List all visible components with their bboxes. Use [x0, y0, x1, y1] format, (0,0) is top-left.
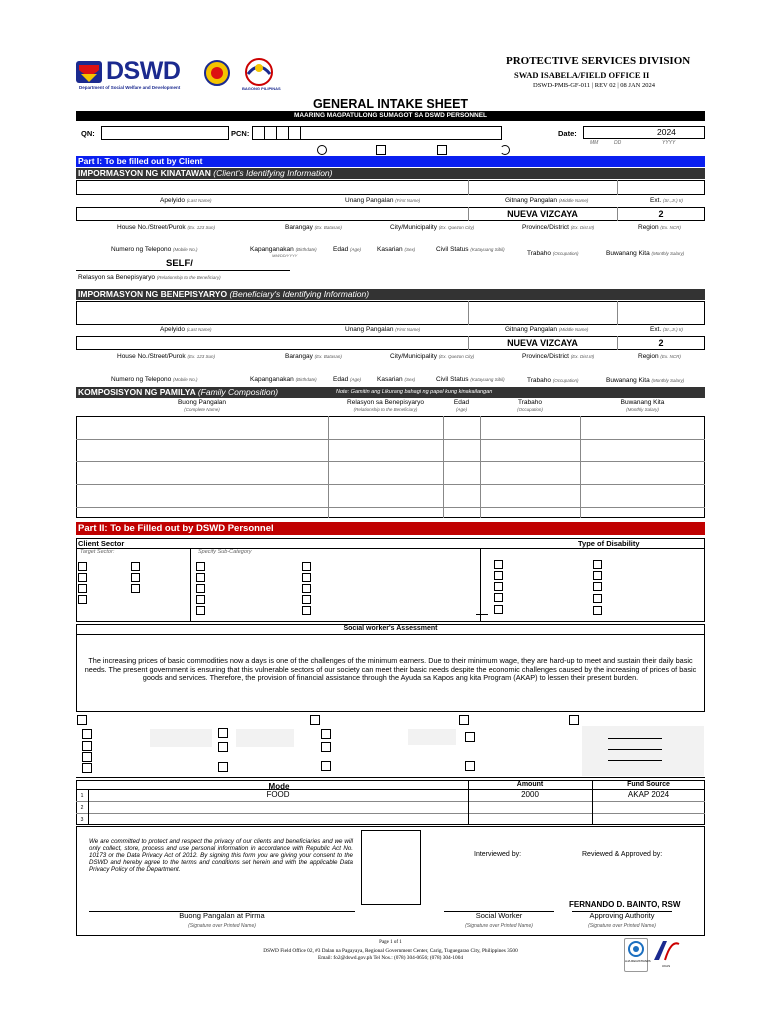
family-header [76, 387, 705, 398]
sector-cb-7[interactable] [131, 584, 140, 593]
subcat-cb-5[interactable] [196, 606, 205, 615]
family-col-age: Edad (Age) [453, 399, 470, 412]
assist-cb-12[interactable] [321, 761, 331, 771]
office-name: SWAD ISABELA/FIELD OFFICE II [514, 70, 650, 80]
date-label: Date: [558, 129, 577, 138]
privacy-notice: We are committed to protect and respect the privacy of our clients and beneficiaries and we will only collect, store, process and use personal information in accordance with Republic Act No. 10173 or the Data Privacy Act of 2012. By signing this form you are giving your consent to the DSWD and hereby agree to the terms and conditions set herein and with the applicable Data Privacy Policy of the Department. [89, 838, 353, 873]
client-age-label: Edad (Age) [333, 246, 362, 253]
client-region-label: Region (Ex. NCR) [638, 224, 681, 231]
family-col-relasyon: Relasyon sa Benepisyaryo (Relationship to the Beneficiary) [347, 399, 424, 412]
assist-row-mode: FOOD [266, 790, 290, 799]
mode-header [90, 778, 468, 786]
approver-name: FERNANDO D. BAINTO, RSW [569, 900, 681, 909]
reviewed-by-label: Reviewed & Approved by: [582, 851, 663, 858]
type-disability-label: Type of Disability [578, 539, 640, 548]
disability-cb-8[interactable] [593, 582, 602, 591]
date-yyyy: YYYY [662, 140, 676, 146]
family-title: KOMPOSISYON NG PAMILYA [78, 387, 196, 397]
assist-cb-3[interactable] [82, 741, 92, 751]
client-sector-label: Client Sector [78, 539, 125, 548]
bagong-pilipinas-text: BAGONG PILIPINAS [242, 86, 281, 91]
subcat-cb-9[interactable] [302, 595, 311, 604]
date-mm: MM [590, 140, 599, 146]
client-relasyon-label: Relasyon sa Benepisyaryo (Relationship to the Beneficiary) [78, 274, 221, 281]
approving-authority-label: Approving Authority (Signature over Printed Name) [588, 911, 656, 929]
disability-cb-10[interactable] [593, 606, 602, 615]
subcat-cb-7[interactable] [302, 573, 311, 582]
client-info-title: IMPORMASYON NG KINATAWAN [78, 168, 211, 178]
client-phone-label: Numero ng Telepono (Mobile No.) [111, 246, 198, 253]
ukas-logo-icon [651, 938, 681, 972]
client-sector-section [76, 538, 705, 622]
subcat-cb-4[interactable] [196, 595, 205, 604]
ben-unang-label: Unang Pangalan (First Name) [345, 326, 421, 333]
client-province-label: Province/District (Ex. Dist.III) [522, 224, 595, 231]
footer-address: DSWD Field Office 02, #3 Dalan na Pagayaya, Regional Government Center, Carig, Tuguegarao City, Philippines 3500 [263, 948, 518, 954]
redaction-1 [150, 729, 212, 747]
ben-occupation-label: Trabaho (Occupation) [527, 377, 579, 384]
assessment-text: The increasing prices of basic commodities now a days is one of the challenges of the minimum earners. Due to their minimum wage, they are hard-up to meet and sustain their daily basic needs. The present government is ensuring that this vulnerable sectors of our society can meet their basic needs despite the economic challenges caused by the increasing of prices of basic goods and services. Therefore, the provision of financial assistance through the Ayuda sa Kapos ang kita Program (AKAP) to lessen their present burden. [84, 656, 697, 682]
beneficiary-info-title: IMPORMASYON NG BENEPISYARYO [78, 289, 228, 299]
ben-region-label: Region (Ex. NCR) [638, 353, 681, 360]
ben-province-value: NUEVA VIZCAYA [507, 338, 578, 348]
assist-cb-11[interactable] [321, 742, 331, 752]
cert-badge-icon [624, 938, 651, 972]
part2-header: Part II: To be Filled out by DSWD Personnel [76, 522, 705, 535]
division-name: PROTECTIVE SERVICES DIVISION [506, 55, 691, 67]
beneficiary-info-title-en: (Beneficiary's Identifying Information) [229, 289, 370, 299]
redaction-4 [582, 726, 704, 776]
client-birthdate-label: Kapanganakan (Birthdate) [250, 246, 317, 253]
assist-cb-6[interactable] [218, 728, 228, 738]
sector-cb-6[interactable] [131, 573, 140, 582]
assist-cb-2[interactable] [82, 729, 92, 739]
ben-salary-label: Buwanang Kita (Monthly Salary) [606, 377, 685, 384]
checkbox-option-1[interactable] [376, 145, 386, 155]
assist-row-amount: 2000 [521, 790, 539, 799]
qn-input[interactable] [101, 126, 229, 140]
interviewed-by-label: Interviewed by: [474, 851, 522, 858]
dswd-emblem-icon [75, 60, 103, 84]
sector-cb-4[interactable] [78, 595, 87, 604]
client-name-row[interactable] [76, 180, 705, 195]
client-gitnang-label: Gitnang Pangalan (Middle Name) [505, 197, 589, 204]
client-relasyon-value: SELF/ [166, 258, 193, 269]
family-col-headers [76, 398, 705, 416]
logo-text: DSWD [106, 57, 181, 85]
client-house-label: House No./Street/Purok (Ex. 123 Sun) [117, 224, 215, 231]
fund-header: Fund Source [627, 781, 670, 788]
page-number: Page 1 of 1 [379, 940, 402, 945]
ben-province-label: Province/District (Ex. Dist.III) [522, 353, 595, 360]
beneficiary-name-row[interactable] [76, 301, 705, 325]
client-city-label: City/Municipality (Ex. Quezon City) [390, 224, 475, 231]
family-col-occupation: Trabaho (Occupation) [517, 399, 543, 412]
sector-cb-1[interactable] [78, 562, 87, 571]
assist-cb-4[interactable] [82, 752, 92, 762]
ukas-logo-text: UKAS [661, 964, 671, 968]
assist-cb-15[interactable] [465, 761, 475, 771]
subcat-cb-6[interactable] [302, 562, 311, 571]
ben-region-value: 2 [658, 338, 664, 348]
family-note: Note: Gamitin ang Likurang bahagi ng papel kung kinakailangan [336, 389, 493, 395]
client-ext-label: Ext. (Sr.,Jr.) II) [650, 197, 683, 204]
ben-phone-label: Numero ng Telepono (Mobile No.) [111, 376, 198, 383]
page-title: GENERAL INTAKE SHEET [312, 97, 469, 111]
disability-cb-4[interactable] [494, 593, 503, 602]
ben-apelyido-label: Apelyido (Last Name) [160, 326, 212, 333]
sector-cb-5[interactable] [131, 562, 140, 571]
sector-cb-3[interactable] [78, 584, 87, 593]
redaction-2 [236, 729, 294, 747]
family-col-salary: Buwanang Kita (Monthly Salary) [620, 399, 665, 412]
pcn-dividers [252, 126, 502, 140]
subcat-cb-2[interactable] [196, 573, 205, 582]
family-table[interactable] [76, 416, 705, 518]
sector-cb-2[interactable] [78, 573, 87, 582]
cert-badge-text: AJA REGISTRARS [625, 959, 651, 963]
ben-house-label: House No./Street/Purok (Ex. 123 Sun) [117, 353, 215, 360]
qn-label: QN: [81, 129, 95, 138]
beneficiary-info-header [76, 289, 705, 300]
ben-city-label: City/Municipality (Ex. Quezon City) [390, 353, 475, 360]
client-unang-label: Unang Pangalan (First Name) [345, 197, 421, 204]
date-input[interactable] [583, 126, 705, 139]
assist-cb-8[interactable] [218, 762, 228, 772]
thumbmark-box[interactable] [361, 830, 421, 905]
form-code: DSWD-PMB-GF-011 | REV 02 | 08 JAN 2024 [533, 82, 655, 89]
disability-cb-6[interactable] [593, 560, 602, 569]
assist-cb-14[interactable] [465, 732, 475, 742]
client-barangay-label: Barangay (Ex. Batasan) [285, 224, 342, 231]
assist-cb-7[interactable] [218, 742, 228, 752]
ben-birthdate-label: Kapanganakan (Birthdate) [250, 376, 317, 383]
ben-gitnang-label: Gitnang Pangalan (Middle Name) [505, 326, 589, 333]
ben-civil-label: Civil Status (Katayuang Sibil) [436, 376, 505, 383]
assist-cb-10[interactable] [321, 729, 331, 739]
date-dd: DD [614, 140, 622, 146]
redaction-3 [408, 729, 456, 745]
family-col-name: Buong Pangalan (Complete Name) [177, 399, 227, 412]
assist-cb-13[interactable] [459, 715, 469, 725]
part1-header: Part I: To be filled out by Client [76, 156, 705, 167]
social-worker-label: Social Worker (Signature over Printed Name) [465, 911, 533, 929]
subcat-cb-3[interactable] [196, 584, 205, 593]
disability-cb-7[interactable] [593, 571, 602, 580]
client-signature-label: Buong Pangalan at Pirma (Signature over Printed Name) [179, 911, 265, 929]
subcat-cb-10[interactable] [302, 606, 311, 615]
radio-option-2[interactable] [500, 145, 510, 155]
sub-category-label: Specify Sub-Category [198, 549, 252, 555]
disability-cb-5[interactable] [494, 605, 503, 614]
ben-ext-label: Ext. (Sr.,Jr.) II) [650, 326, 683, 333]
client-info-header [76, 168, 705, 179]
bagong-pilipinas-logo [242, 58, 281, 94]
target-sector-label: Target Sector: [80, 549, 115, 555]
assist-cb-9[interactable] [310, 715, 320, 725]
amount-header: Amount [516, 781, 544, 788]
ben-barangay-label: Barangay (Ex. Batasan) [285, 353, 342, 360]
client-province-value: NUEVA VIZCAYA [507, 209, 578, 219]
seal-icon [204, 60, 230, 90]
ben-age-label: Edad (Age) [333, 376, 362, 383]
assessment-title: Social worker's Assessment [343, 625, 438, 632]
disability-cb-3[interactable] [494, 582, 503, 591]
client-info-title-en: (Client's Identifying Information) [213, 168, 333, 178]
assist-row-fund: AKAP 2024 [627, 790, 670, 799]
assist-cb-16[interactable] [569, 715, 579, 725]
disability-cb-1[interactable] [494, 560, 503, 569]
disability-cb-9[interactable] [593, 594, 602, 603]
assist-row-number: 3 [80, 817, 84, 823]
checkbox-option-2[interactable] [437, 145, 447, 155]
assist-row-number: 1 [80, 793, 84, 799]
subcat-cb-8[interactable] [302, 584, 311, 593]
radio-option-1[interactable] [317, 145, 327, 155]
client-occupation-label: Trabaho (Occupation) [527, 250, 579, 257]
client-civil-label: Civil Status (Katayuang Sibil) [436, 246, 505, 253]
page-subtitle: MAARING MAGPATULONG SUMAGOT SA DSWD PERSONNEL [76, 111, 705, 121]
client-sex-label: Kasarian (Sex) [377, 246, 416, 253]
client-birthdate-format: MM/DD/YYYY [272, 253, 298, 258]
client-salary-label: Buwanang Kita (Monthly Salary) [606, 250, 685, 257]
assist-row-number: 2 [80, 805, 84, 811]
logo-subtext: Department of Social Welfare and Development [79, 85, 181, 90]
ben-sex-label: Kasarian (Sex) [377, 376, 416, 383]
pcn-label: PCN: [231, 129, 250, 138]
assist-cb-5[interactable] [82, 763, 92, 773]
dswd-logo [75, 58, 195, 92]
disability-cb-2[interactable] [494, 571, 503, 580]
subcat-cb-1[interactable] [196, 562, 205, 571]
client-apelyido-label: Apelyido (Last Name) [160, 197, 212, 204]
date-year: 2024 [657, 127, 676, 137]
family-title-en: (Family Composition) [197, 387, 279, 397]
client-region-value: 2 [658, 209, 664, 219]
footer-contact: Email: fo2@dswd.gov.ph Tel Nos.: (078) 304-0656; (078) 304-1004 [317, 955, 463, 961]
assist-cb-1[interactable] [77, 715, 87, 725]
